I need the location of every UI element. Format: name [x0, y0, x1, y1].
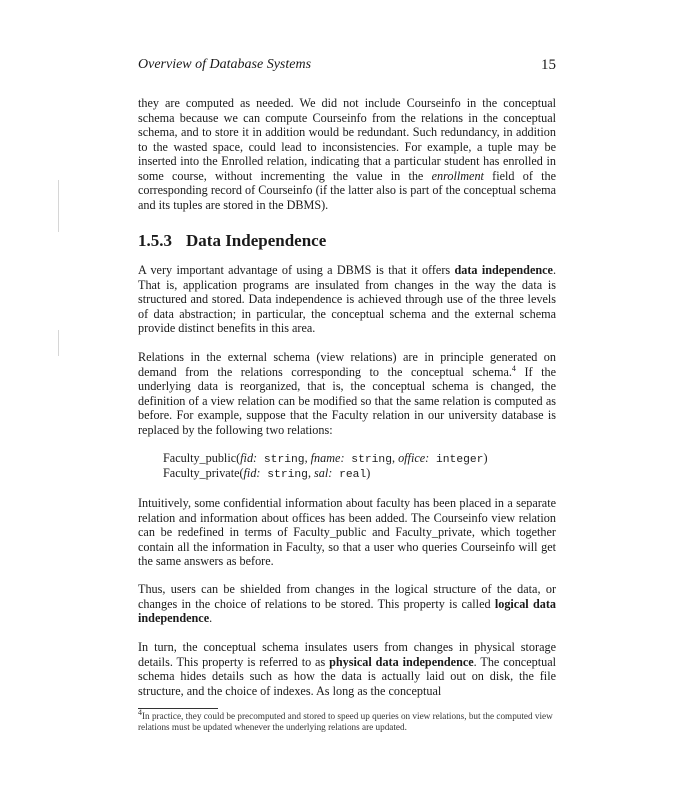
field-type: integer — [429, 454, 484, 466]
scan-mark — [58, 180, 59, 232]
field-name: fid: — [243, 466, 261, 480]
text-run: A very important advantage of using a DBMS is that it offers — [138, 263, 455, 277]
footnote-text: In practice, they could be precomputed and stored to speed up queries on view relations, but the computed view relations must be updated whenever the underlying relations are updated. — [138, 711, 553, 732]
paragraph-4: Intuitively, some confidential information about faculty has been placed in a separate relation and information about offices has been added. The Courseinfo view relation can be redefined in terms of Faculty_public and Faculty_private, which together contain all the information in Faculty, so that a user who queries Courseinfo will get the same answers as before. — [138, 496, 556, 568]
paragraph-6 — [138, 640, 556, 698]
paragraph-5 — [138, 582, 556, 626]
field-type: real — [332, 469, 367, 481]
field-type: string — [260, 469, 308, 481]
separator: ) — [366, 466, 371, 480]
footnote-number: 4 — [138, 707, 142, 717]
relation-schema-2 — [163, 466, 370, 483]
page-number: 15 — [541, 57, 556, 73]
text-run: In turn, the conceptual schema insulates users from changes in physical storage details. This property is referred to as — [138, 640, 556, 669]
header-title: Overview of Database Systems — [138, 57, 312, 72]
section-heading — [138, 231, 326, 251]
field-name: office: — [398, 451, 430, 465]
separator: , — [307, 466, 315, 480]
separator: , — [304, 451, 311, 465]
text-run: . The conceptual schema hides details such as how the data is actually laid out on disk, the file structure, and the choice of indexes. As long as the conceptual — [138, 654, 556, 698]
separator: ) — [483, 451, 488, 465]
relation-name: Faculty_public( — [163, 451, 241, 465]
footnote-ref: 4 — [511, 363, 516, 373]
field-type: string — [257, 454, 305, 466]
footnote-rule — [138, 708, 218, 709]
field-name: fid: — [240, 451, 258, 465]
text-run: Thus, users can be shielded from changes in the logical structure of the data, or changes in the choice of relations to be stored. This property is called — [138, 582, 556, 611]
paragraph-2 — [138, 263, 556, 336]
scan-mark — [58, 330, 59, 356]
section-title: Data Independence — [186, 231, 327, 250]
text-run: If the underlying data is reorganized, that is, the conceptual schema is changed, the definition of a view relation can be modified so that the same relation is computed as before. For example, suppose that the Faculty relation in our university database is replaced by the following two relations: — [138, 364, 556, 437]
footnote — [138, 707, 556, 733]
relation-name: Faculty_private( — [163, 466, 244, 480]
field-type: string — [344, 454, 392, 466]
text-run: . — [209, 611, 213, 625]
paragraph-3 — [138, 350, 556, 437]
emphasis: enrollment — [431, 168, 484, 183]
section-number: 1.5.3 — [138, 231, 172, 250]
bold-term: physical data independence — [329, 654, 474, 669]
bold-term: logical data independence — [138, 596, 556, 625]
paragraph-1 — [138, 96, 556, 212]
bold-term: data independence — [454, 263, 553, 277]
field-name: fname: — [310, 451, 345, 465]
text-run: Relations in the external schema (view relations) are in principle generated on demand from the relations corresponding to the conceptual schema. — [138, 350, 556, 379]
text-run: they are computed as needed. We did not include Courseinfo in the conceptual schema because we can compute Courseinfo from the relations in the conceptual schema, and to store it in addition would be redundant. Such redundancy, in addition to the wasted space, could lead to inconsistencies. For example, a tuple may be inserted into the Enrolled relation, indicating that a particular student has enrolled in some course, without incrementing the value in the — [138, 96, 556, 183]
separator: , — [391, 451, 399, 465]
text-run: field of the corresponding record of Courseinfo (if the latter also is part of the conceptual schema and its tuples are stored in the DBMS). — [138, 168, 556, 212]
text-run: . That is, application programs are insulated from changes in the way the data is structured and stored. Data independence is achieved through use of the three levels of data abstraction; in particular, the conceptual schema and the external schema provide distinct benefits in this area. — [138, 263, 556, 335]
field-name: sal: — [314, 466, 333, 480]
